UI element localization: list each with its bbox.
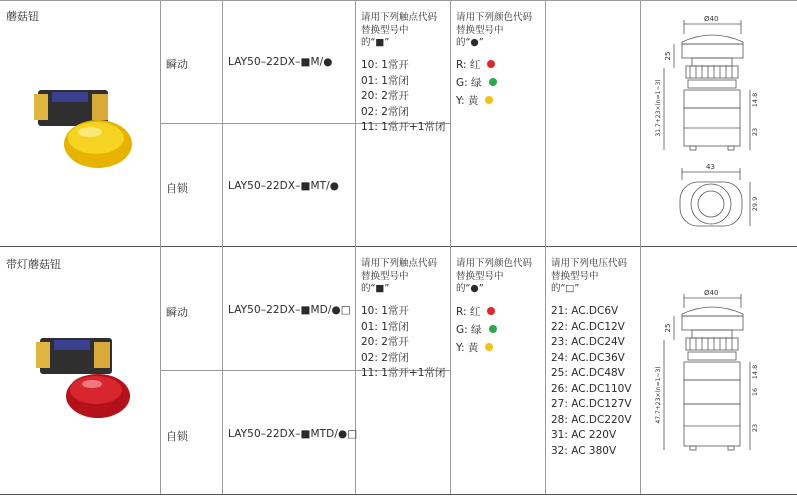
list-item: 10: 1常开 [361,59,409,71]
col-divider-4 [450,0,451,494]
dim-total: 31.7+23×(n=1~3) [655,79,662,137]
list-item: Y: 黄 [456,338,497,356]
red-dot-icon [487,60,495,68]
mode-latching-label: 自锁 [166,182,188,195]
list-item: Y: 黄 [456,91,497,109]
dim-43: 43 [706,163,715,171]
contact-code-list [361,58,445,136]
product-name: 带灯蘑菇钮 [6,258,61,271]
list-item: 02: 2常闭 [361,105,409,118]
voltage-code-list [551,304,632,459]
red-dot-icon [487,307,495,315]
list-item: 10: 1常开 [361,305,409,317]
list-item: 25: AC.DC48V [551,367,625,379]
illuminated-mushroom-button-red-photo [22,330,137,430]
dim-dia: Ø40 [704,15,719,23]
list-item: 21: AC.DC6V [551,305,619,317]
table-bottom-border [0,494,797,495]
model-number: LAY50–22DX–■MD/●□ [228,304,351,316]
dim-23: 23 [751,423,759,433]
list-item: 20: 2常开 [361,90,409,102]
model-number: LAY50–22DX–■MT/● [228,180,340,192]
col-divider-6 [640,0,641,494]
yellow-dot-icon [485,343,493,351]
mode-momentary-label: 瞬动 [166,306,188,319]
list-item: 01: 1常闭 [361,74,409,87]
voltage-code-header: 请用下列电压代码 替换型号中 的“□” [551,258,628,294]
product-name: 蘑菇钮 [6,10,39,23]
dim-14-8: 14.8 [751,92,759,108]
color-code-header: 请用下列颜色代码 替换型号中 的“●” [456,258,533,294]
model-number: LAY50–22DX–■M/● [228,56,333,68]
mode-momentary-label: 瞬动 [166,58,188,71]
list-item: 23: AC.DC24V [551,336,625,348]
contact-code-list [361,304,445,382]
color-code-list [456,302,497,356]
mushroom-button-yellow-photo [22,82,137,182]
list-item: 28: AC.DC220V [551,413,632,426]
dim-14-8: 14.8 [751,364,759,380]
green-dot-icon [489,325,497,333]
dim-29-9: 29.9 [751,196,759,212]
list-item: 31: AC 220V [551,429,617,441]
contact-code-header: 请用下列触点代码 替换型号中 的“■” [361,258,438,294]
list-item: R: 红 [456,55,497,73]
contact-code-header: 请用下列触点代码 替换型号中 的“■” [361,12,438,48]
table-top-border [0,0,797,1]
list-item: 20: 2常开 [361,336,409,348]
list-item: 27: AC.DC127V [551,398,632,410]
list-item: 11: 1常开+1常闭 [361,121,446,133]
dim-total: 47.7+23×(n=1~3) [655,366,662,424]
dim-16: 16 [751,387,759,397]
list-item: 11: 1常开+1常闭 [361,367,446,379]
model-number: LAY50–22DX–■MTD/●□ [228,428,358,440]
list-item: R: 红 [456,302,497,320]
list-item: 22: AC.DC12V [551,320,625,333]
list-item: 32: AC 380V [551,444,617,457]
color-code-header: 请用下列颜色代码 替换型号中 的“●” [456,12,533,48]
dim-25: 25 [664,323,672,333]
col-divider-5 [545,0,546,494]
list-item: G: 绿 [456,73,497,91]
col-divider-1 [160,0,161,494]
dimension-drawing [646,250,794,490]
list-item: 02: 2常闭 [361,351,409,364]
yellow-dot-icon [485,96,493,104]
col-divider-3 [355,0,356,494]
list-item: 26: AC.DC110V [551,382,632,395]
list-item: 24: AC.DC36V [551,351,625,364]
col-divider-2 [222,0,223,494]
dim-25: 25 [664,51,672,61]
section-divider [0,246,797,247]
list-item: 01: 1常闭 [361,320,409,333]
dimension-drawing [646,4,794,244]
list-item: G: 绿 [456,320,497,338]
dim-23: 23 [751,127,759,137]
mode-latching-label: 自锁 [166,430,188,443]
color-code-list [456,55,497,109]
dim-dia: Ø40 [704,289,719,297]
green-dot-icon [489,78,497,86]
